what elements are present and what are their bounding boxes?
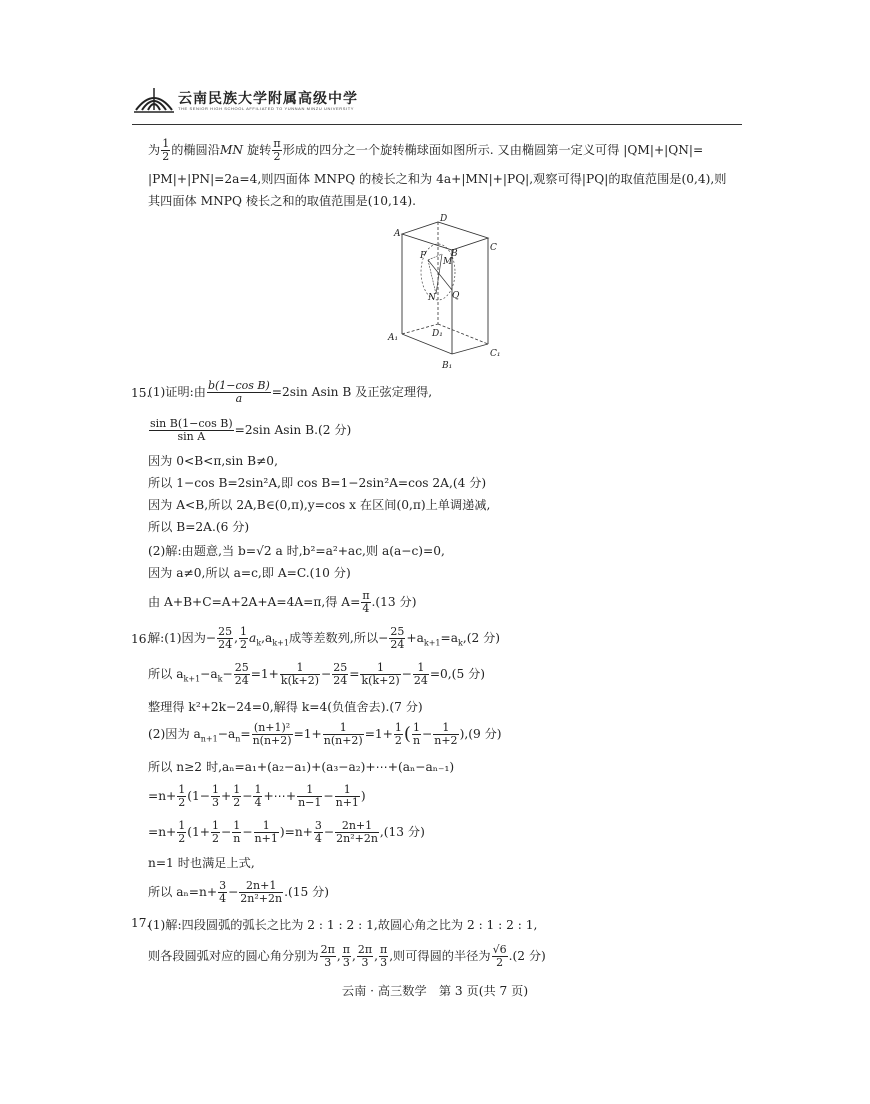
label-A: A bbox=[394, 229, 401, 239]
q15-line-8: 因为 a≠0,所以 a=c,即 A=C.(10 分) bbox=[148, 566, 351, 580]
q14-line-2: |PM|+|PN|=2a=4,则四面体 MNPQ 的棱长之和为 4a+|MN|+|PQ|,观察可得|PQ|的取值范围是(0,4),则 bbox=[148, 172, 727, 186]
q15-line-9: 由 A+B+C=A+2A+A=4A=π,得 A= $\frac{\pi}{4}$ .(13 分) bbox=[148, 589, 417, 615]
q15-line-1: (1)证明:由 $\frac{\text{b(1−cos B)}}{a}$ =2sin Asin B 及正弦定理得, bbox=[148, 379, 433, 405]
label-M: M bbox=[443, 257, 453, 267]
school-name: 云南民族大学附属高级中学 bbox=[178, 91, 358, 107]
page-footer: 云南 · 高三数学 第 3 页(共 7 页) bbox=[341, 984, 529, 998]
q16-line-1: 解:(1)因为− $\frac{25}{24}$ , $\frac{1}{2}$ $a_k,a_{k+1}$成等差数列,所以− $\frac{25}{24}$ $+a_{k+1}=a_k,(2$ 分) bbox=[148, 625, 501, 651]
q15-line-3: 因为 0<B<π,sin B≠0, bbox=[148, 454, 278, 468]
q16-line-6: =n+ $\frac{1}{2}$ (1− $\frac{1}{3}$ + $\frac{1}{2}$ − $\frac{1}{4}$ +⋯+ $\frac{1}{n-1}$ − $\frac{1}{n+1}$ ) bbox=[148, 783, 366, 809]
q16-line-4: (2)因为 $a_{n+1}-a_n=$ $\frac{\text{(n+1)²}}{n(n+2)}$ =1+ $\frac{1}{n(n+2)}$ =1+ $\frac{1}{2}$ ( $\frac{1}{n}$ − $\frac{1}{n+2}$ ),(9 分) bbox=[148, 721, 502, 747]
q15-line-6: 所以 B=2A.(6 分) bbox=[148, 520, 250, 534]
q16-line-8: n=1 时也满足上式, bbox=[148, 856, 255, 870]
q15-line-5: 因为 A<B,所以 2A,B∈(0,π),y=cos x 在区间(0,π)上单调递减, bbox=[148, 498, 491, 512]
label-A1: A₁ bbox=[388, 333, 399, 343]
q14-line-3: 其四面体 MNPQ 棱长之和的取值范围是(10,14). bbox=[148, 194, 416, 208]
q15-line-4: 所以 1−cos B=2sin²A,即 cos B=1−2sin²A=cos 2A,(4 分) bbox=[148, 476, 487, 490]
q15-number: 15. bbox=[131, 386, 151, 400]
header-rule bbox=[132, 124, 742, 125]
label-C: C bbox=[490, 243, 497, 253]
q16-line-3: 整理得 k²+2k−24=0,解得 k=4(负值舍去).(7 分) bbox=[148, 700, 423, 714]
label-Q: Q bbox=[452, 291, 460, 301]
label-P: P bbox=[420, 251, 427, 261]
school-header bbox=[132, 84, 742, 122]
label-C1: C₁ bbox=[490, 349, 501, 359]
q14-line-1: 为 $\frac{1}{2}$ 的椭圆沿MN 旋转 $\frac{\pi}{2}$ 形成的四分之一个旋转椭球面如图所示. 又由椭圆第一定义可得 |QM|+|QN|= bbox=[148, 137, 704, 163]
q16-line-5: 所以 n≥2 时,aₙ=a₁+(a₂−a₁)+(a₃−a₂)+⋯+(aₙ−aₙ₋₁) bbox=[148, 760, 455, 774]
q16-line-9: 所以 aₙ=n+ $\frac{3}{4}$ − $\frac{2n+1}{\text{2n²+2n}}$ .(15 分) bbox=[148, 879, 330, 905]
q17-number: 17. bbox=[131, 916, 151, 930]
label-B1: B₁ bbox=[442, 361, 453, 371]
q17-line-2: 则各段圆弧对应的圆心角分别为 $\frac{2\pi}{3}$ , $\frac{\pi}{3}$ , $\frac{2\pi}{3}$ , $\frac{\pi}{3}$ ,则可得圆的半径为 $\frac{√6}{2}$ .(2 分) bbox=[148, 943, 546, 969]
q17-line-1: (1)解:四段圆弧的弧长之比为 2 : 1 : 2 : 1,故圆心角之比为 2 : 1 : 2 : 1, bbox=[148, 918, 538, 932]
prism-figure bbox=[380, 212, 510, 374]
label-D: D bbox=[440, 214, 448, 224]
label-N: N bbox=[428, 293, 436, 303]
q16-line-7: =n+ $\frac{1}{2}$ (1+ $\frac{1}{2}$ − $\frac{1}{n}$ − $\frac{1}{n+1}$ )=n+ $\frac{3}{4}$ − $\frac{2n+1}{\text{2n²+2n}}$ ,(13 分) bbox=[148, 819, 425, 845]
label-D1: D₁ bbox=[432, 329, 443, 339]
label-B: B bbox=[451, 249, 458, 259]
school-logo-icon bbox=[132, 84, 176, 114]
q15-line-2: $\frac{\text{sin B(1−cos B)}}{\text{sin A}}$ =2sin Asin B.(2 分) bbox=[150, 417, 352, 443]
q16-number: 16. bbox=[131, 632, 151, 646]
q16-line-2: 所以 $a_{k+1}-a_k-$ $\frac{25}{24}$ =1+ $\frac{1}{k(k+2)}$ − $\frac{25}{24}$ = $\frac{1}{k(k+2)}$ − $\frac{1}{24}$ =0,(5 分) bbox=[148, 661, 486, 687]
q15-line-7: (2)解:由题意,当 b=√2 a 时,b²=a²+ac,则 a(a−c)=0, bbox=[148, 544, 445, 558]
school-name-english: THE SENIOR HIGH SCHOOL AFFILIATED TO YUNNAN MINZU UNIVERSITY bbox=[178, 106, 355, 111]
